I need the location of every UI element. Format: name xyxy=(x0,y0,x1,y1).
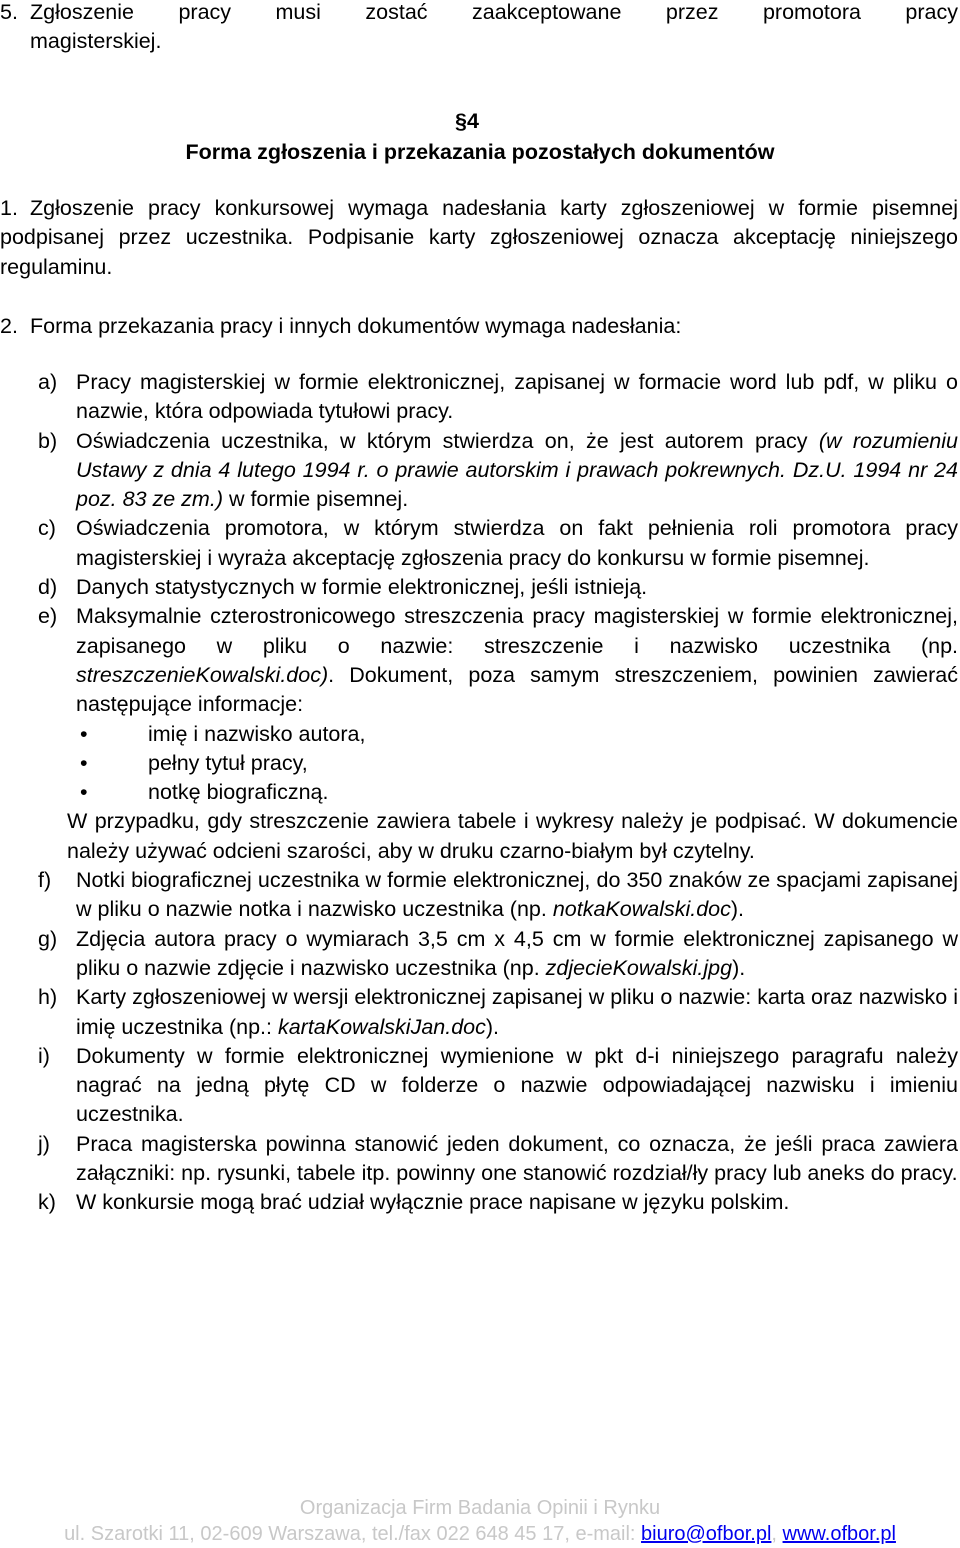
list-item-text-end: ). xyxy=(732,955,746,980)
list-item-text: Danych statystycznych w formie elektronicznej, jeśli istnieją. xyxy=(76,575,648,600)
list-item-label: i) xyxy=(38,1043,50,1068)
list-item-label: a) xyxy=(38,370,58,394)
email-link[interactable]: biuro@ofbor.pl xyxy=(641,1523,772,1545)
paragraph-2 xyxy=(0,312,958,341)
footer-contact xyxy=(0,1522,960,1546)
paragraph-2-text: Forma przekazania pracy i innych dokumentów wymaga nadesłania: xyxy=(30,314,682,338)
list-item-text: Pracy magisterskiej w formie elektronicznej, zapisanej w formacie word lub pdf, w pliku o nazwie, która odpowiada tytułowi pracy. xyxy=(76,370,958,424)
file-name-example: streszczenieKowalski.doc) xyxy=(76,662,329,687)
bullet-text: imię i nazwisko autora, xyxy=(148,721,366,746)
bullet-item xyxy=(76,778,958,807)
bullet-icon: • xyxy=(80,780,88,805)
list-item-label: c) xyxy=(38,516,56,541)
list-item-label: g) xyxy=(38,926,58,951)
bullet-text: pełny tytuł pracy, xyxy=(148,750,308,775)
list-item-text-end: . Dokument, poza samym streszczeniem, powinien zawierać następujące informacje: xyxy=(76,662,958,717)
list-item-text: Zdjęcia autora pracy o wymiarach 3,5 cm x 4,5 cm w formie elektronicznej zapisanego w pliku o nazwie zdjęcie i nazwisko uczestnika (np. xyxy=(76,926,958,980)
list-item-label: k) xyxy=(38,1190,56,1215)
section-number: §4 xyxy=(455,109,479,133)
file-name-example: notkaKowalski.doc xyxy=(552,897,731,922)
website-link[interactable]: www.ofbor.pl xyxy=(782,1523,896,1545)
summary-note: W przypadku, gdy streszczenie zawiera tabele i wykresy należy je podpisać. W dokumencie należy używać odcieni szarości, aby w druku czarno-białym był czytelny. xyxy=(67,809,958,863)
paragraph-2-number: 2. xyxy=(0,314,18,338)
list-item-text-end: ). xyxy=(485,1014,500,1039)
bullet-icon: • xyxy=(80,750,88,775)
bullet-item xyxy=(76,720,958,749)
footer-organization: Organizacja Firm Badania Opinii i Rynku xyxy=(299,1497,661,1519)
list-item-label: f) xyxy=(38,868,52,893)
list-item-text: Praca magisterska powinna stanowić jeden dokument, co oznacza, że jeśli praca zawiera załączniki: np. rysunki, tabele itp. powinny one stanowić rozdział/ły pracy lub aneks do pracy. xyxy=(76,1131,958,1186)
list-item-text: Oświadczenia promotora, w którym stwierdza on fakt pełnienia roli promotora pracy magisterskiej i wyraża akceptację zgłoszenia pracy do konkursu w formie pisemnej. xyxy=(76,516,958,570)
paragraph-1 xyxy=(0,194,958,282)
list-item-text: Oświadczenia uczestnika, w którym stwierdza on, że jest autorem pracy xyxy=(76,428,819,453)
section-heading xyxy=(0,106,960,168)
list-item-text: Maksymalnie czterostronicowego streszczenia pracy magisterskiej w formie elektronicznej, zapisanego w pliku o nazwie: streszczenie i nazwisko uczestnika (np. xyxy=(76,604,958,658)
point-5-number: 5. xyxy=(0,0,18,24)
list-item xyxy=(0,514,958,573)
point-5 xyxy=(0,0,958,57)
point-5-text: Zgłoszenie pracy musi zostać zaakceptowane przez promotora pracy xyxy=(30,0,958,24)
list-item xyxy=(0,1042,958,1130)
footer-separator: , xyxy=(771,1523,783,1545)
paragraph-1-number: 1. xyxy=(0,196,18,220)
list-item-text: Karty zgłoszeniowej w wersji elektronicznej zapisanej w pliku o nazwie: karta oraz nazwisko i imię uczestnika (np.: xyxy=(76,985,958,1039)
legal-reference: (w rozumieniu Ustawy z dnia 4 lutego 1994 r. o prawie autorskim i prawach pokrewnych. Dz.U. 1994 nr 24 poz. 83 ze zm.) xyxy=(76,428,958,512)
bullet-icon: • xyxy=(80,721,88,746)
list-item xyxy=(0,925,958,984)
list-item xyxy=(0,427,958,515)
bullet-item xyxy=(76,749,958,778)
list-item xyxy=(0,983,958,1042)
paragraph-1-text: Zgłoszenie pracy konkursowej wymaga nadesłania karty zgłoszeniowej w formie pisemnej podpisanej przez uczestnika. Podpisanie karty zgłoszeniowej oznacza akceptację niniejszego regulaminu. xyxy=(0,196,958,279)
list-item-text: W konkursie mogą brać udział wyłącznie prace napisane w języku polskim. xyxy=(76,1190,790,1215)
list-item-text-end: w formie pisemnej. xyxy=(222,487,409,512)
list-item xyxy=(0,368,958,427)
file-name-example: zdjecieKowalski.jpg xyxy=(545,955,733,980)
footer-address: ul. Szarotki 11, 02-609 Warszawa, tel./fax 022 648 45 17, e-mail: xyxy=(64,1523,642,1545)
list-item-label: j) xyxy=(38,1131,50,1156)
list-item-text: Dokumenty w formie elektronicznej wymienione w pkt d-i niniejszego paragrafu należy nagrać na jedną płytę CD w folderze o nazwie odpowiadającej nazwisku i imieniu uczestnika. xyxy=(76,1043,958,1127)
bullet-text: notkę biograficzną. xyxy=(148,780,329,805)
list-item xyxy=(0,602,958,866)
section-title: Forma zgłoszenia i przekazania pozostałych dokumentów xyxy=(185,140,775,164)
summary-info-bullets xyxy=(76,720,958,808)
file-name-example: kartaKowalskiJan.doc xyxy=(277,1014,486,1039)
point-5-text-cont: magisterskiej. xyxy=(30,29,162,54)
list-item-label: b) xyxy=(38,428,58,453)
list-item xyxy=(0,866,958,925)
list-item-label: d) xyxy=(38,575,58,600)
list-item-label: e) xyxy=(38,604,58,629)
list-item xyxy=(0,573,958,602)
list-item-text-end: ). xyxy=(730,897,745,922)
list-item xyxy=(0,1188,958,1217)
list-item-label: h) xyxy=(38,985,58,1010)
list-item xyxy=(0,1130,958,1189)
document-requirements-list xyxy=(0,368,958,1218)
list-item-text: Notki biograficznej uczestnika w formie elektronicznej, do 350 znaków ze spacjami zapisanej w pliku o nazwie notka i nazwisko uczestnika (np. xyxy=(76,868,958,922)
